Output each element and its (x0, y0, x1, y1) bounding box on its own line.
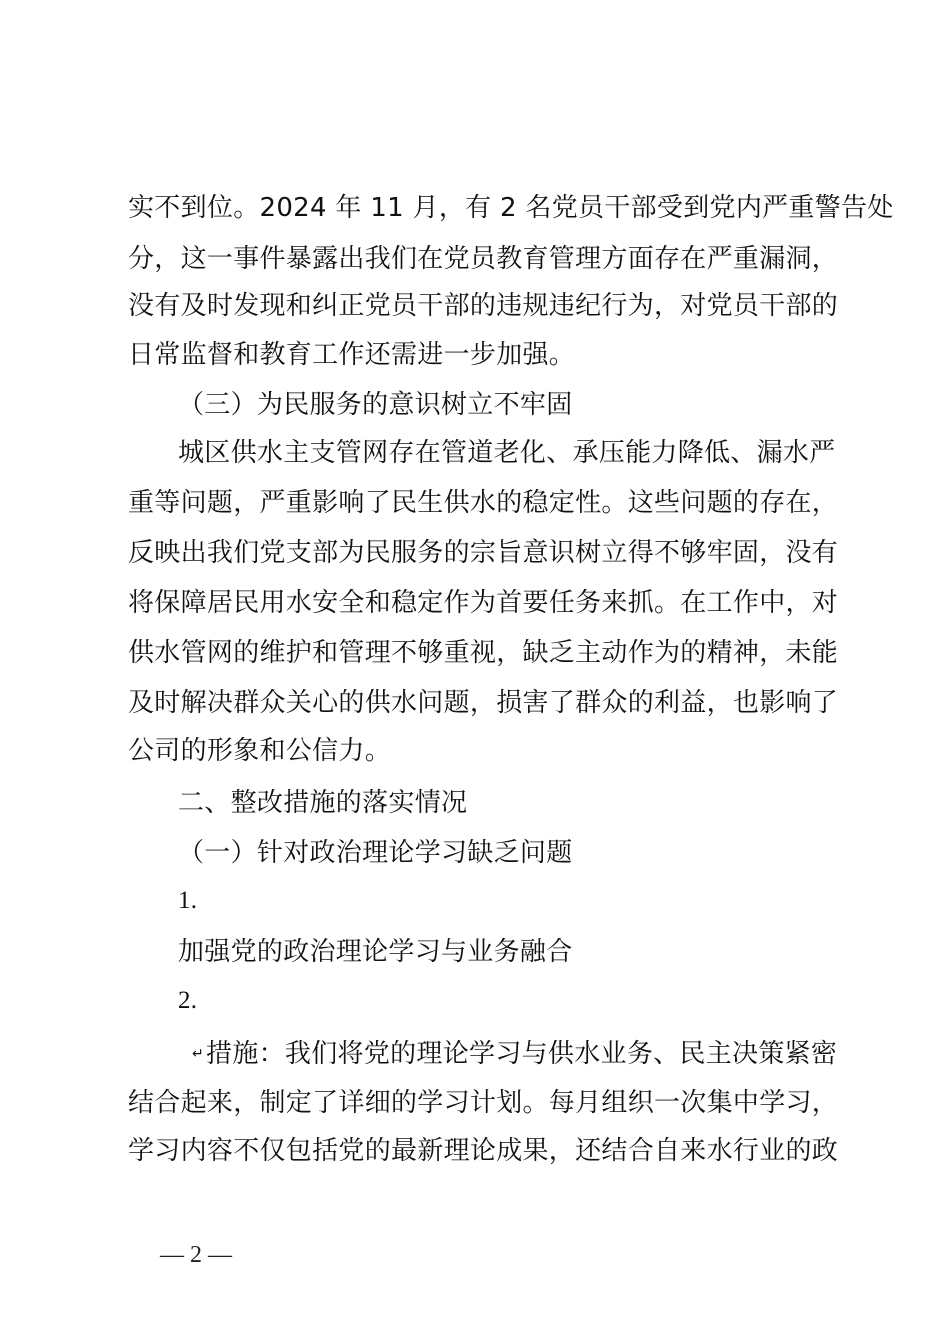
section-3-heading: （三）为民服务的意识树立不牢固 (178, 390, 573, 420)
paragraph-2-line-7: 公司的形象和公信力。 (128, 736, 392, 766)
paragraph-2-line-4: 将保障居民用水安全和稳定作为首要任务来抓。在工作中，对 (128, 588, 839, 618)
paragraph-mark-icon: ↵ (192, 1046, 205, 1062)
paragraph-2-line-5: 供水管网的维护和管理不够重视，缺乏主动作为的精神，未能 (128, 638, 839, 668)
part-2-heading: 二、整改措施的落实情况 (178, 788, 468, 818)
paragraph-3-line-3: 学习内容不仅包括党的最新理论成果，还结合自来水行业的政 (128, 1136, 839, 1166)
paragraph-1-line-4: 日常监督和教育工作还需进一步加强。 (128, 340, 576, 370)
subsection-1-heading: （一）针对政治理论学习缺乏问题 (178, 838, 573, 868)
item-1-number: 1. (178, 887, 198, 914)
paragraph-1-line-3: 没有及时发现和纠正党员干部的违规违纪行为，对党员干部的 (128, 291, 839, 321)
paragraph-2-line-6: 及时解决群众关心的供水问题，损害了群众的利益，也影响了 (128, 688, 839, 718)
paragraph-3-line-1-text: 措施：我们将党的理论学习与供水业务、民主决策紧密 (206, 1039, 838, 1069)
paragraph-3-line-2: 结合起来，制定了详细的学习计划。每月组织一次集中学习， (128, 1088, 839, 1118)
paragraph-1-line-2: 分，这一事件暴露出我们在党员教育管理方面存在严重漏洞， (128, 244, 839, 274)
paragraph-2-line-3: 反映出我们党支部为民服务的宗旨意识树立得不够牢固，没有 (128, 538, 839, 568)
page-number: — 2 — (160, 1242, 232, 1268)
paragraph-1-line-1: 实不到位。2024 年 11 月，有 2 名党员干部受到党内严重警告处 (128, 193, 894, 223)
item-1-title: 加强党的政治理论学习与业务融合 (178, 937, 573, 967)
paragraph-3-line-1 (192, 1039, 838, 1069)
paragraph-2-line-2: 重等问题，严重影响了民生供水的稳定性。这些问题的存在， (128, 488, 839, 518)
paragraph-2-line-1: 城区供水主支管网存在管道老化、承压能力降低、漏水严 (178, 438, 836, 468)
item-2-number: 2. (178, 987, 198, 1014)
